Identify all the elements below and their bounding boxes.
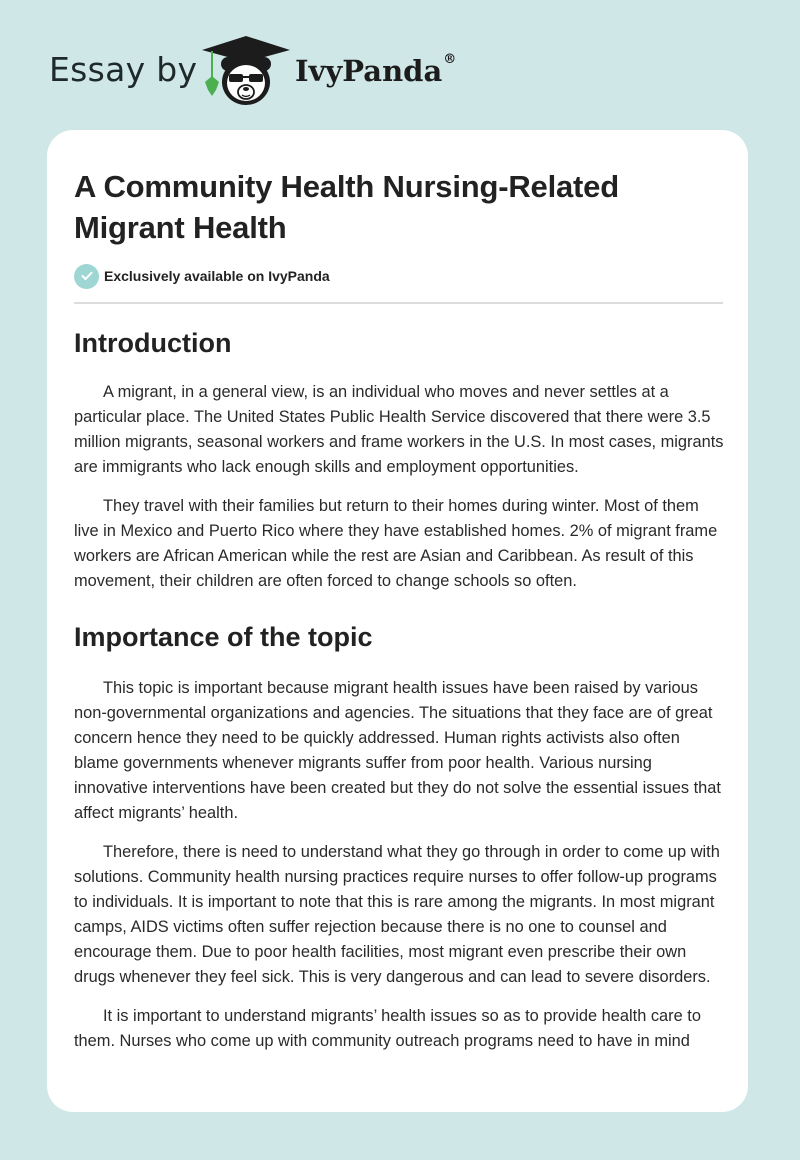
paragraph: They travel with their families but return to their homes during winter. Most of them live in Mexico and Puerto Rico where they have established homes. 2% of migrant frame workers are African American while the rest are Asian and Caribbean. As result of this movement, their children are often forced to change schools so often. xyxy=(74,497,718,590)
paragraph: This topic is important because migrant health issues have been raised by various non-governmental organizations and agencies. The situations that they face are of great concern hence they need to be quickly addressed. Human rights activists also often blame governments whenever migrants suffer from poor health. Various nursing innovative interventions have been created but they do not solve the essential issues that affect migrants’ health. xyxy=(74,679,721,822)
exclusive-text: Exclusively available on IvyPanda xyxy=(104,268,330,284)
paragraph: Therefore, there is need to understand what they go through in order to come up with solutions. Community health nursing practices require nurses to offer follow-up programs to individuals. It is important to note that this is rare among the migrants. In most migrant camps, AIDS victims often suffer rejection because there is no one to counsel and encourage them. Due to poor health facilities, most migrant even prescribe their own drugs whenever they feel sick. This is very dangerous and can lead to severe disorders. xyxy=(74,843,720,986)
essay-content xyxy=(74,130,724,1054)
site-header xyxy=(0,0,800,130)
brand-logo-text[interactable] xyxy=(295,54,455,88)
essay-card xyxy=(47,130,748,1112)
panda-graduation-cap-icon[interactable] xyxy=(200,34,292,108)
paragraph: It is important to understand migrants’ health issues so as to provide health care to them. Nurses who come up with community outreach programs need to have in mind xyxy=(74,1007,701,1050)
section-heading-introduction: Introduction xyxy=(74,328,232,358)
brand-name: IvyPanda xyxy=(295,54,443,88)
essay-by-label: Essay by xyxy=(49,50,198,89)
paragraph: A migrant, in a general view, is an individual who moves and never settles at a particular place. The United States Public Health Service discovered that there were 3.5 million migrants, seasonal workers and frame workers in the U.S. In most cases, migrants are immigrants who lack enough skills and employment opportunities. xyxy=(74,383,724,476)
divider xyxy=(74,302,723,304)
section-heading-importance: Importance of the topic xyxy=(74,622,373,652)
check-circle-icon xyxy=(74,264,99,289)
page-title: A Community Health Nursing-Related Migrant Health xyxy=(74,169,619,245)
registered-mark: ® xyxy=(443,52,457,67)
exclusive-badge xyxy=(74,262,724,290)
